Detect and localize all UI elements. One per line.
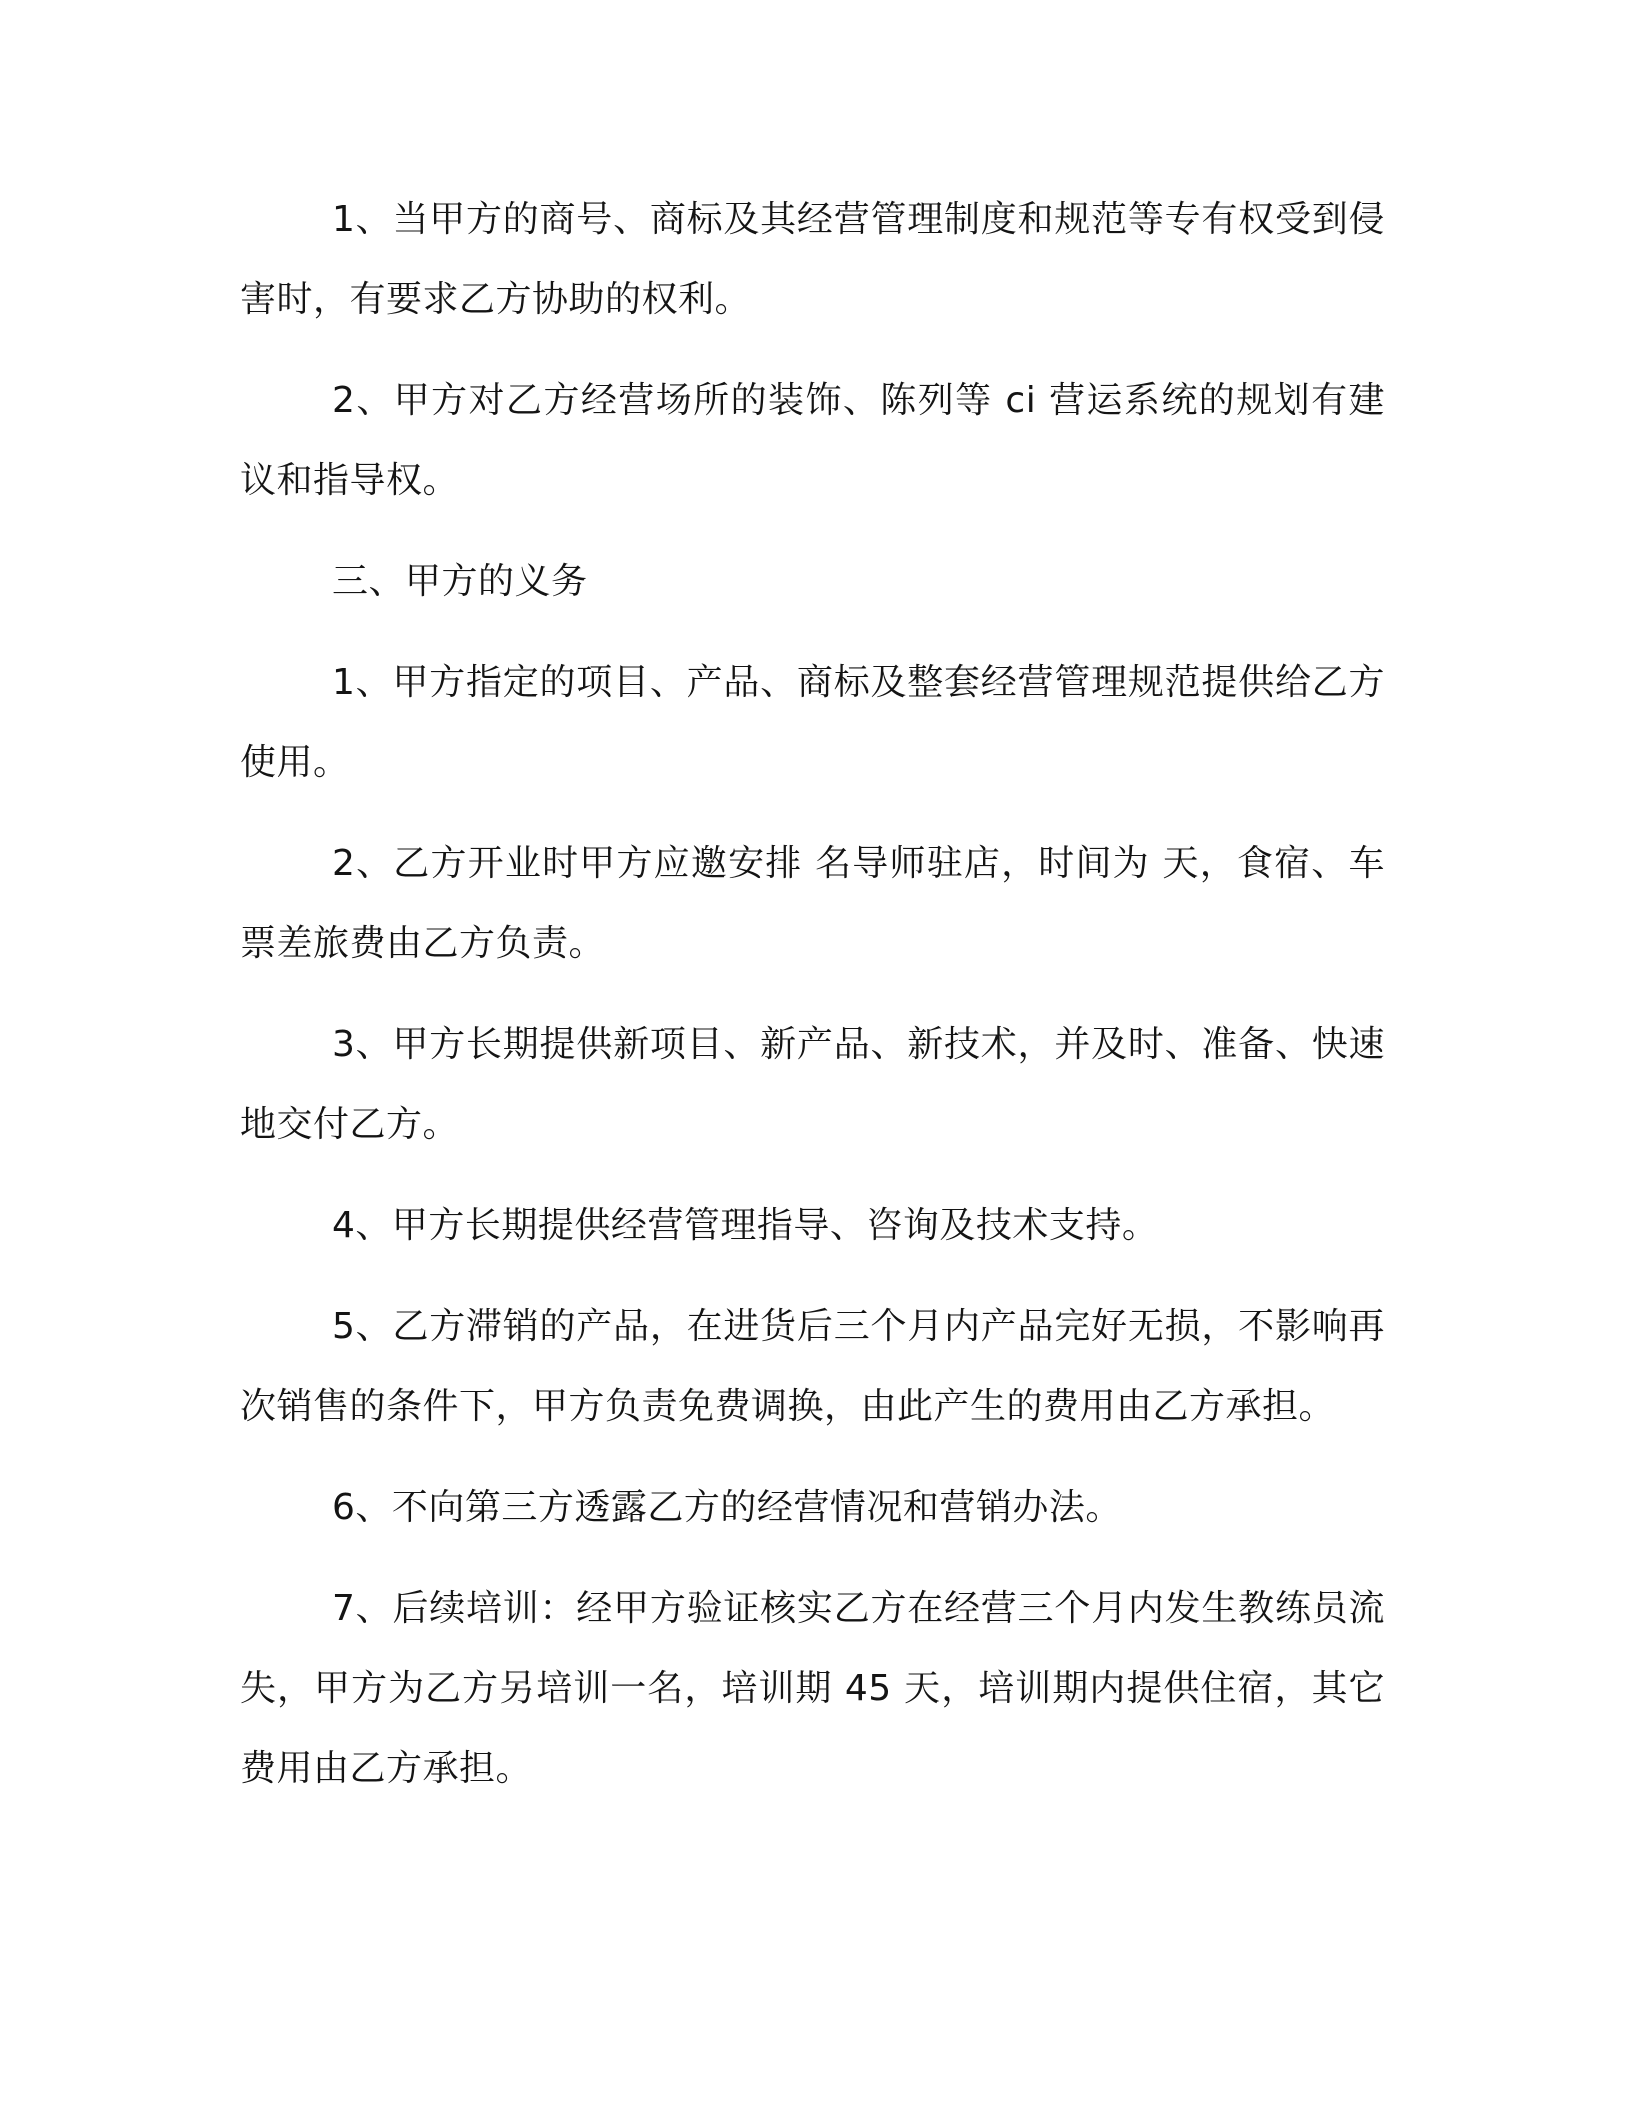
section-heading-obligations: 三、甲方的义务 (332, 561, 588, 602)
clause-rights-2: 2、甲方对乙方经营场所的装饰、陈列等 ci 营运系统的规划有建议和指导权。 (240, 380, 1385, 501)
clause-obligation-7: 7、后续培训：经甲方验证核实乙方在经营三个月内发生教练员流失，甲方为乙方另培训一名，培训期 45 天，培训期内提供住宿，其它费用由乙方承担。 (240, 1588, 1385, 1789)
clause-obligation-2: 2、乙方开业时甲方应邀安排 名导师驻店，时间为 天，食宿、车票差旅费由乙方负责。 (240, 843, 1385, 964)
clause-rights-1: 1、当甲方的商号、商标及其经营管理制度和规范等专有权受到侵害时，有要求乙方协助的权利。 (240, 199, 1385, 320)
clause-obligation-1: 1、甲方指定的项目、产品、商标及整套经营管理规范提供给乙方使用。 (240, 662, 1385, 783)
document-body (240, 180, 1385, 1830)
clause-obligation-4: 4、甲方长期提供经营管理指导、咨询及技术支持。 (332, 1205, 1159, 1246)
clause-obligation-3: 3、甲方长期提供新项目、新产品、新技术，并及时、准备、快速地交付乙方。 (240, 1024, 1385, 1145)
clause-obligation-5: 5、乙方滞销的产品，在进货后三个月内产品完好无损，不影响再次销售的条件下，甲方负责免费调换，由此产生的费用由乙方承担。 (240, 1306, 1385, 1427)
clause-obligation-6: 6、不向第三方透露乙方的经营情况和营销办法。 (332, 1487, 1122, 1528)
